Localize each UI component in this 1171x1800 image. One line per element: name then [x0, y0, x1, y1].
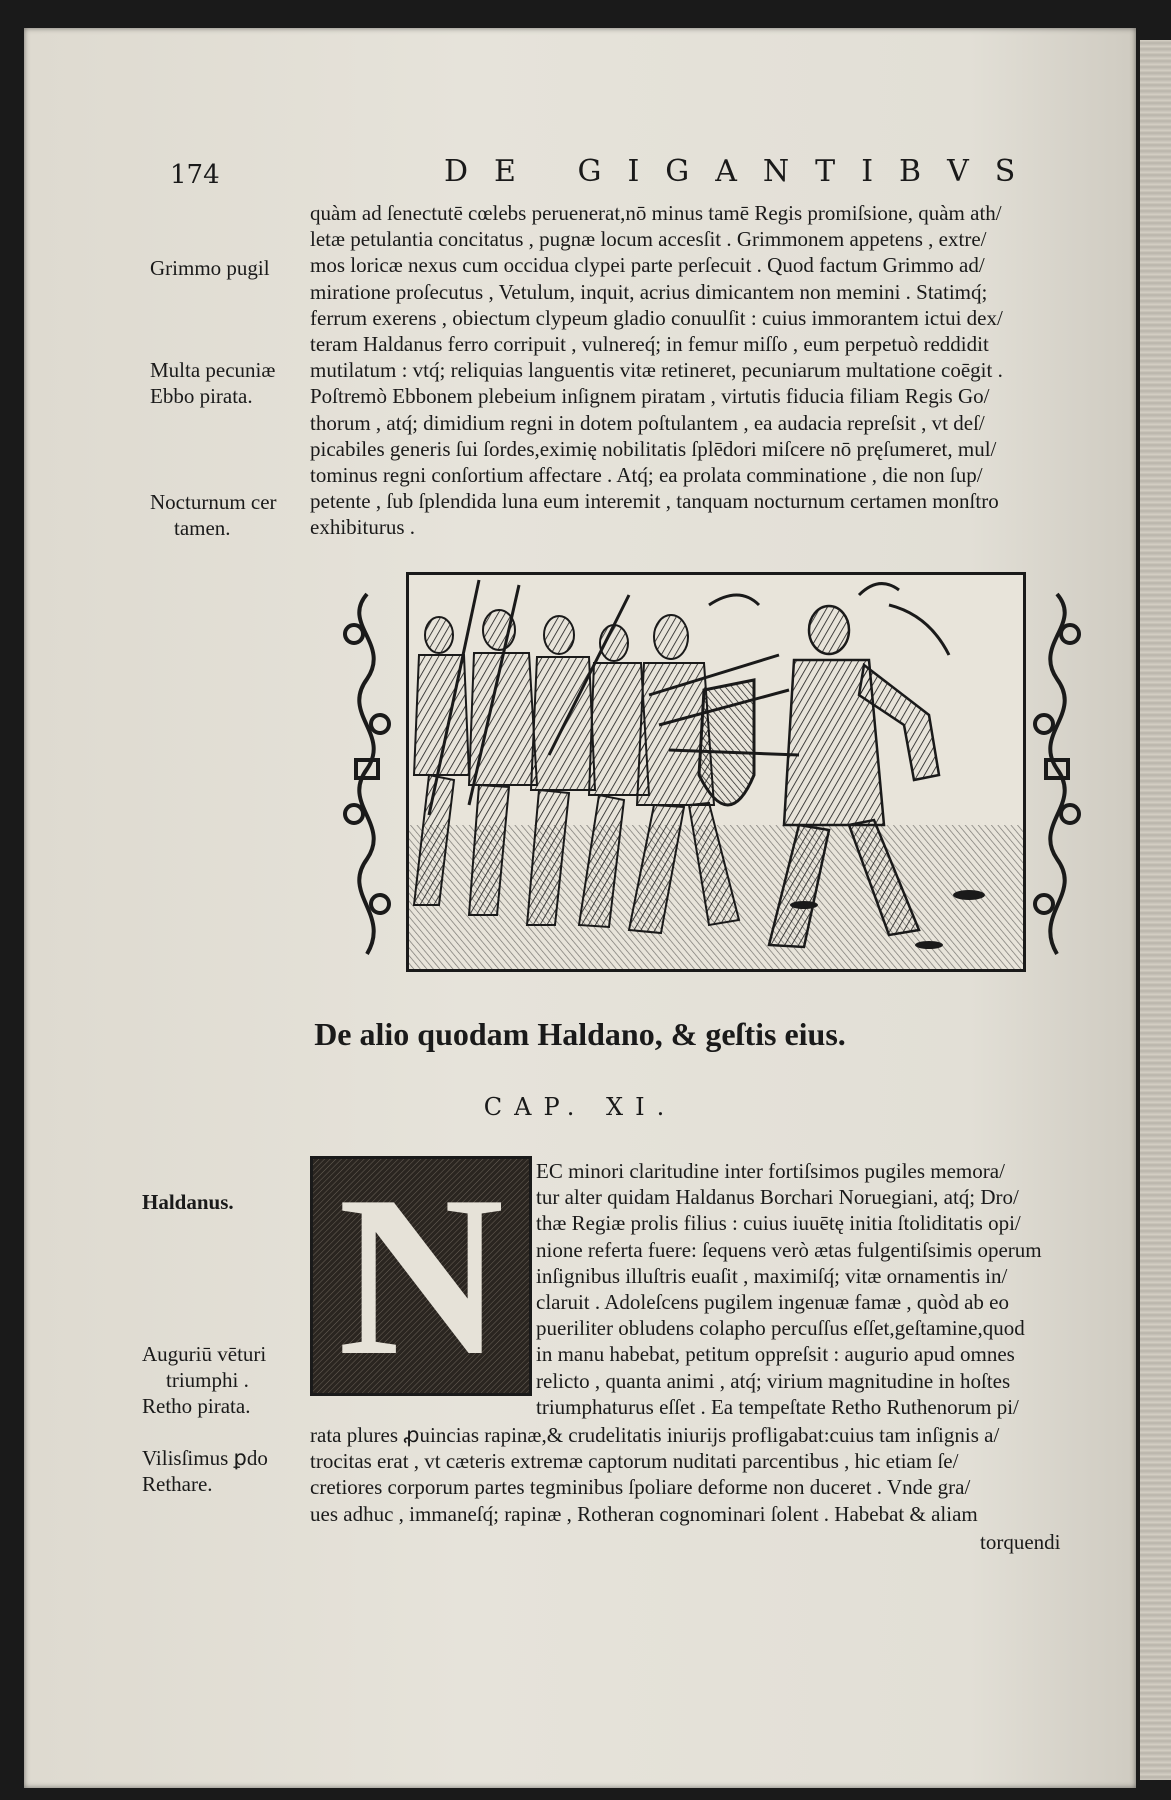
text-line: ferrum exerens , obiectum clypeum gladio conuulſit : cuius immorantem ictui dex/ [310, 305, 1003, 330]
left-ornament [336, 584, 398, 964]
margin-note: Rethare. [142, 1472, 213, 1496]
book-page [24, 28, 1136, 1788]
margin-note: Ebbo pirata. [150, 384, 253, 408]
margin-note: tamen. [174, 516, 231, 540]
battle-scene-image [409, 575, 1023, 969]
text-line: Poſtremò Ebbonem plebeium inſignem piratam , virtutis fiducia filiam Regis Go/ [310, 384, 990, 409]
text-line: rata plures ꝓuincias rapinæ,& crudelitatis iniurijs profligabat:cuius tam inſignis a/ [310, 1423, 1000, 1447]
text-line: nione referta fuere: ſequens verò ætas fulgentiſsimis operum [536, 1237, 1042, 1262]
chapter-number: CAP. XI. [483, 1093, 677, 1121]
facing-page-edge [1140, 40, 1171, 1780]
text-line: miratione proſecutus , Vetulum, inquit, acrius dimicantem non memini . Statimq́; [310, 279, 988, 304]
decorated-initial [310, 1156, 532, 1396]
margin-note: Vilisſimus ꝑdo [142, 1446, 268, 1470]
page-header [24, 148, 1136, 188]
text-line: claruit . Adoleſcens pugilem ingenuæ famæ , quòd ab eo [536, 1290, 1009, 1315]
text-line: teram Haldanus ferro corripuit , vulnereq́; in femur miſſo , eum perpetuò reddidit [310, 332, 989, 357]
woodcut-illustration [406, 572, 1026, 972]
text-line: mutilatum : vtq́; reliquias languentis vitæ retineret, pecuniarum multatione coēgit . [310, 358, 1003, 383]
margin-note: Retho pirata. [142, 1394, 251, 1418]
chapter-paragraph-indented [536, 1158, 1136, 1420]
text-line: petente , ſub ſplendida luna eum interemit , tanquam nocturnum certamen monſtro [310, 489, 999, 514]
catchword: torquendi [980, 1530, 1061, 1554]
top-paragraph [310, 200, 1130, 541]
text-line: tominus regni conſortium affectare . Atq́; ea prolata comminatione , die non ſup/ [310, 463, 983, 488]
text-line: EC minori claritudine inter fortiſsimos pugiles memora/ [536, 1159, 1005, 1183]
running-title: DE GIGANTIBVS [444, 154, 1042, 189]
text-line: tur alter quidam Haldanus Borchari Noruegiani, atq́; Dro/ [536, 1185, 1019, 1210]
text-line: trocitas erat , vt cæteris extremæ captorum nuditati parcentibus , hic etiam ſe/ [310, 1449, 959, 1474]
margin-note: triumphi . [166, 1368, 249, 1392]
text-line: quàm ad ſenectutē cœlebs peruenerat,nō minus tamē Regis promiſsione, quàm ath/ [310, 201, 1002, 225]
margin-note: Auguriū vēturi [142, 1342, 267, 1366]
text-line: inſignibus illuſtris euaſit , maximiſq́; vitæ ornamentis in/ [536, 1263, 1008, 1288]
text-line: triumphaturus eſſet . Ea tempeſtate Retho Ruthenorum pi/ [536, 1394, 1019, 1419]
margin-note: Nocturnum cer [150, 490, 277, 514]
text-line: exhibiturus . [310, 515, 415, 540]
text-line: thæ Regiæ prolis filius : cuius iuuētę initia ſtoliditatis opi/ [536, 1211, 1021, 1236]
text-line: ues adhuc , immaneſq́; rapinæ , Rotheran cognominari ſolent . Habebat & aliam [310, 1501, 978, 1526]
page-number: 174 [170, 160, 220, 190]
text-line: picabiles generis ſui ſordes,eximię nobilitatis ſplēdori miſcere nō pręſumeret, mul/ [310, 436, 997, 461]
text-line: relicto , quanta animi , atq́; virium magnitudine in hoſtes [536, 1368, 1011, 1393]
text-line: pueriliter obludens colapho percuſſus eſſet,geſtamine,quod [536, 1316, 1025, 1341]
text-line: cretiores corporum partes tegminibus ſpoliare deforme non duceret . Vnde gra/ [310, 1475, 971, 1500]
text-line: mos loricæ nexus cum occidua clypei parte perſecuit . Quod factum Grimmo ad/ [310, 253, 985, 278]
margin-note: Multa pecuniæ [150, 358, 276, 382]
margin-note: Grimmo pugil [150, 256, 270, 280]
chapter-heading: De alio quodam Haldano, & geſtis eius. [314, 1016, 846, 1052]
initial-letter: N [337, 1156, 505, 1396]
text-line: letæ petulantia concitatus , pugnæ locum accesſit . Grimmonem appetens , extre/ [310, 227, 987, 252]
text-line: thorum , atq́; dimidium regni in dotem poſtulantem , ea audacia repreſsit , vt deſ/ [310, 410, 985, 435]
chapter-paragraph-full [310, 1422, 1130, 1527]
text-line: in manu habebat, petitum oppreſsit : augurio apud omnes [536, 1342, 1015, 1367]
right-ornament [1026, 584, 1088, 964]
margin-note: Haldanus. [142, 1190, 234, 1214]
